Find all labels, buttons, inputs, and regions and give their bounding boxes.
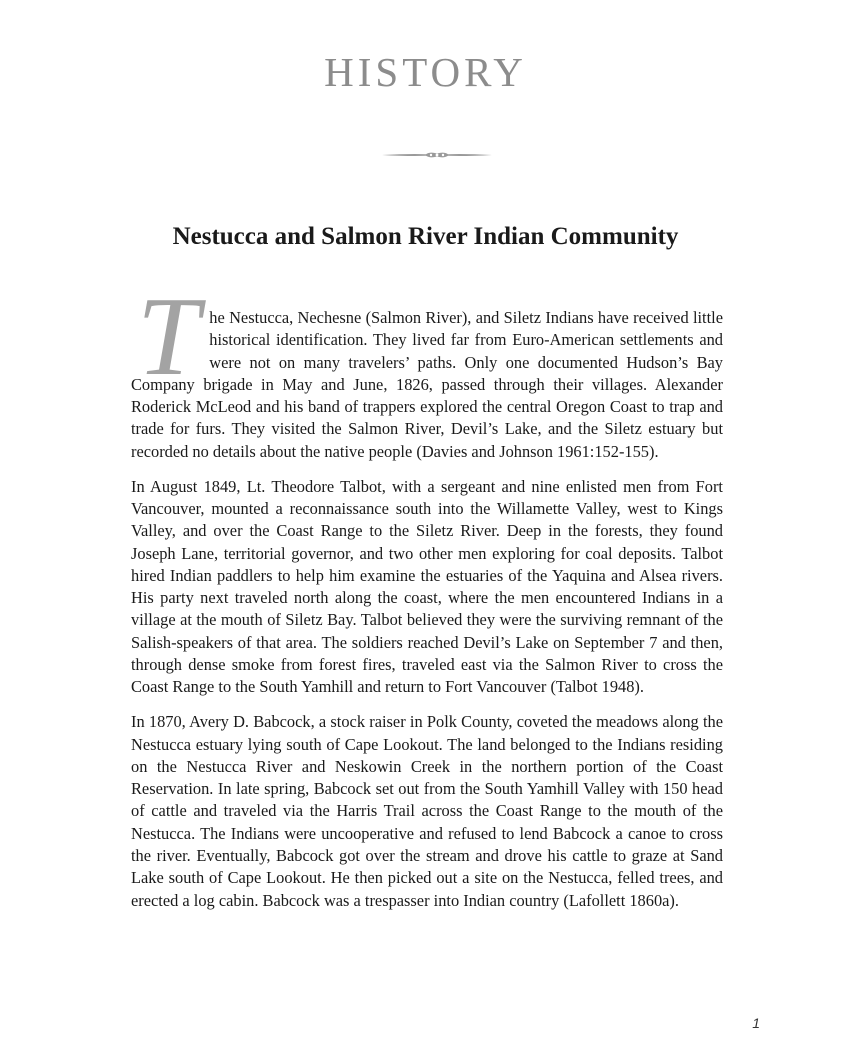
- page-number: 1: [752, 1015, 760, 1031]
- section-title: Nestucca and Salmon River Indian Community: [172, 223, 679, 250]
- flourish-ornament: [380, 148, 494, 162]
- paragraph-2: In August 1849, Lt. Theodore Talbot, with a sergeant and nine enlisted men from Fort Vancouver, mounted a reconnaissance south into the Willamette Valley, west to Kings Valley, and over the Coast Range to the Siletz River. Deep in the forests, they found Joseph Lane, territorial governor, and two other men exploring for coal deposits. Talbot hired Indian paddlers to help him examine the estuaries of the Yaquina and Alsea rivers. His party next traveled north along the coast, where the men encountered Indians in a village at the mouth of Siletz Bay. Talbot believed they were the surviving remnant of the Salish-speakers of that area. The soldiers reached Devil’s Lake on September 7 and then, through dense smoke from forest fires, traveled east via the Salmon River to cross the Coast Range to the South Yamhill and return to Fort Vancouver (Talbot 1948).: [131, 476, 723, 697]
- paragraph-1: [131, 275, 723, 463]
- paragraph-1-text: he Nestucca, Nechesne (Salmon River), and Siletz Indians have received little historical identification. They lived far from Euro-American settlements and were not on many travelers’ paths. Only one documented Hudson’s Bay Company brigade in May and June, 1826, passed through their villages. Alexander Roderick McLeod and his band of trappers explored the central Oregon Coast to trap and trade for furs. They visited the Salmon River, Devil’s Lake, and the Siletz estuary but recorded no details about the native people (Davies and Johnson 1961:152-155).: [131, 308, 723, 461]
- page-header-title: HISTORY: [324, 49, 527, 95]
- drop-cap: T: [137, 275, 200, 399]
- body-text: [131, 275, 723, 925]
- paragraph-3: In 1870, Avery D. Babcock, a stock raiser in Polk County, coveted the meadows along the Nestucca estuary lying south of Cape Lookout. The land belonged to the Indians residing on the Nestucca River and Neskowin Creek in the northern portion of the Coast Reservation. In late spring, Babcock set out from the South Yamhill Valley with 150 head of cattle and traveled via the Harris Trail across the Coast Range to the mouth of the Nestucca. The Indians were uncooperative and refused to lend Babcock a canoe to cross the river. Eventually, Babcock got over the stream and drove his cattle to graze at Sand Lake south of Cape Lookout. He then picked out a site on the Nestucca, felled trees, and erected a log cabin. Babcock was a trespasser into Indian country (Lafollett 1860a).: [131, 712, 723, 910]
